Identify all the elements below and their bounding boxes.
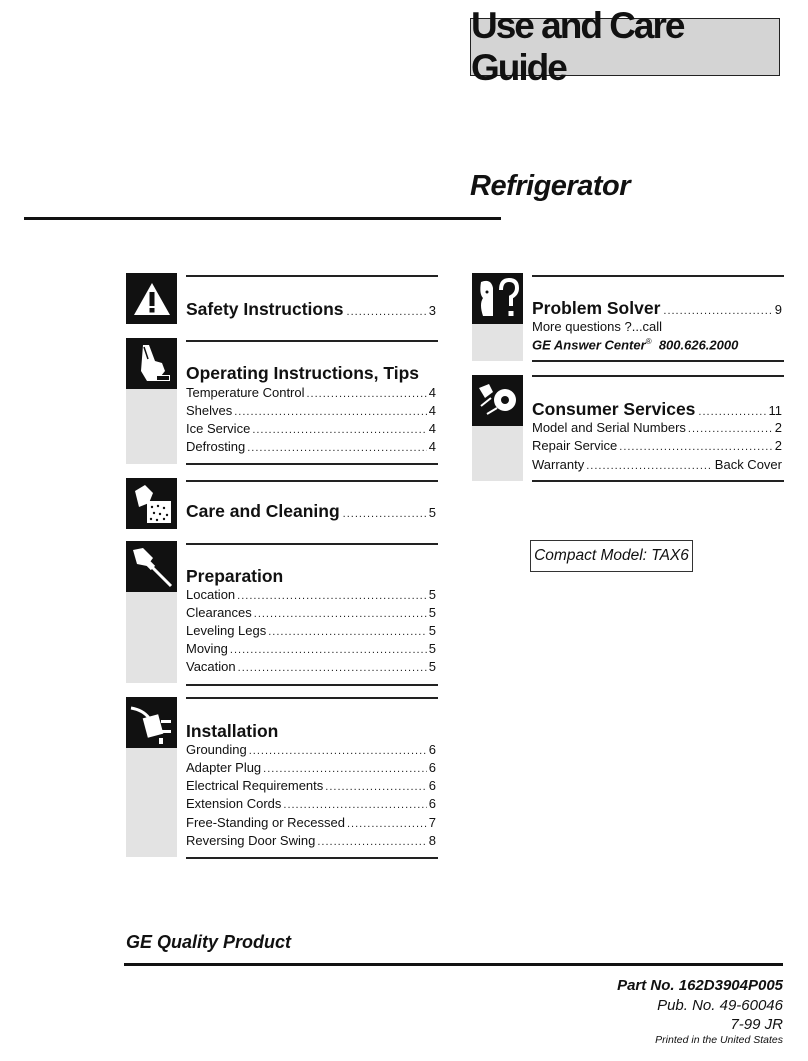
section-rule bbox=[186, 463, 438, 465]
toc-entry[interactable] bbox=[532, 399, 782, 420]
toc-entry[interactable]: Defrosting ..... 4 bbox=[186, 439, 436, 457]
footer-rule bbox=[124, 963, 783, 966]
toc-entry[interactable]: Moving ..... 5 bbox=[186, 641, 436, 659]
toc-entry[interactable]: Repair Service ..... 2 bbox=[532, 438, 782, 456]
toc-entry[interactable]: Clearances ..... 5 bbox=[186, 605, 436, 623]
section-rule bbox=[186, 340, 438, 342]
toc-entry[interactable]: Free-Standing or Recessed ..... 7 bbox=[186, 815, 436, 833]
warning-triangle-icon bbox=[126, 273, 177, 324]
answer-center-name: GE Answer Center bbox=[532, 337, 646, 353]
toc-entry[interactable]: Electrical Requirements ..... 6 bbox=[186, 778, 436, 796]
answer-center-line bbox=[532, 337, 738, 352]
section-consumer-services bbox=[472, 375, 784, 483]
toc-entry[interactable]: Ice Service ..... 4 bbox=[186, 421, 436, 439]
toc-entry[interactable]: Temperature Control ..... 4 bbox=[186, 385, 436, 403]
page-number: 5 bbox=[428, 505, 436, 520]
section-rule bbox=[532, 375, 784, 377]
section-preparation bbox=[126, 541, 438, 687]
section-rule bbox=[532, 480, 784, 482]
section-rule bbox=[186, 697, 438, 699]
toc-entry[interactable]: Model and Serial Numbers ..... 2 bbox=[532, 420, 782, 438]
section-rule bbox=[186, 857, 438, 859]
section-care bbox=[126, 478, 438, 530]
section-rule bbox=[186, 684, 438, 686]
section-operating bbox=[126, 338, 438, 466]
section-rule bbox=[186, 543, 438, 545]
section-installation bbox=[126, 697, 438, 859]
toc-entry[interactable]: Leveling Legs ..... 5 bbox=[186, 623, 436, 641]
section-rule bbox=[186, 275, 438, 277]
toc-entry[interactable] bbox=[532, 298, 782, 319]
section-title: Problem Solver bbox=[532, 298, 661, 318]
head-question-mark-icon bbox=[472, 273, 523, 324]
page-number: 3 bbox=[428, 303, 436, 318]
revision-code: 7-99 JR bbox=[730, 1016, 783, 1033]
toc-entry[interactable]: Grounding ..... 6 bbox=[186, 742, 436, 760]
printed-note: Printed in the United States bbox=[655, 1034, 783, 1046]
toc-entry[interactable] bbox=[186, 501, 436, 522]
section-title: Preparation bbox=[186, 566, 284, 586]
section-safety bbox=[126, 273, 438, 333]
toc-entry[interactable] bbox=[186, 299, 436, 320]
section-title: Installation bbox=[186, 721, 279, 741]
brand-line: GE Quality Product bbox=[126, 932, 292, 952]
product-title: Refrigerator bbox=[470, 170, 630, 202]
compact-model-label: Compact Model: TAX6 bbox=[530, 540, 693, 572]
part-number: Part No. 162D3904P005 bbox=[617, 977, 783, 994]
section-title: Care and Cleaning bbox=[186, 501, 340, 521]
header-rule bbox=[24, 217, 501, 220]
toc-entry[interactable]: Location ..... 5 bbox=[186, 587, 436, 605]
section-rule bbox=[532, 275, 784, 277]
toc-entry[interactable]: Warranty ..... Back Cover bbox=[532, 457, 782, 475]
toc-entry[interactable]: Reversing Door Swing ..... 8 bbox=[186, 833, 436, 851]
hand-sponge-icon bbox=[126, 478, 177, 529]
page-number: 9 bbox=[774, 302, 782, 317]
registered-mark: ® bbox=[645, 337, 652, 346]
section-title: Consumer Services bbox=[532, 399, 696, 419]
toc-entry[interactable]: Shelves ..... 4 bbox=[186, 403, 436, 421]
page-number: 11 bbox=[768, 403, 782, 418]
section-rule bbox=[186, 480, 438, 482]
toc-entry[interactable]: Vacation ..... 5 bbox=[186, 659, 436, 677]
publication-number: Pub. No. 49-60046 bbox=[657, 997, 783, 1014]
electrical-plug-icon bbox=[126, 697, 177, 748]
section-title: Operating Instructions, Tips bbox=[186, 363, 420, 383]
toc-entry[interactable]: Extension Cords ..... 6 bbox=[186, 796, 436, 814]
section-title: Safety Instructions bbox=[186, 299, 344, 319]
hand-pressing-button-icon bbox=[126, 338, 177, 389]
toc-entry[interactable]: Adapter Plug ..... 6 bbox=[186, 760, 436, 778]
guide-title: Use and Care Guide bbox=[470, 18, 780, 76]
hand-screwdriver-icon bbox=[126, 541, 177, 592]
tape-measure-icon bbox=[472, 375, 523, 426]
section-problem-solver bbox=[472, 273, 784, 363]
section-rule bbox=[532, 360, 784, 362]
answer-center-phone[interactable]: 800.626.2000 bbox=[658, 337, 739, 353]
more-questions-text: More questions ?...call bbox=[532, 319, 663, 334]
